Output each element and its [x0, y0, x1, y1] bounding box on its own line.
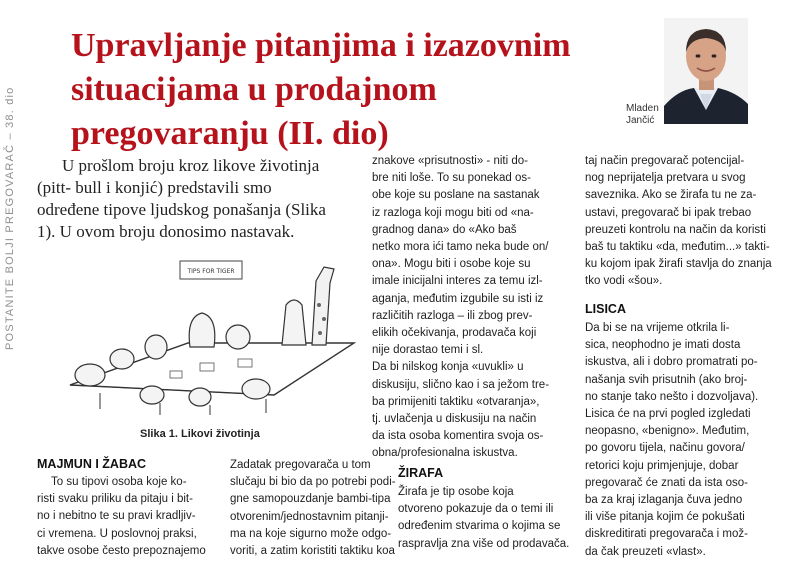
- heading-zirafa: ŽIRAFA: [398, 466, 444, 480]
- text-bambi-tactic: Zadatak pregovarača u tom slučaju bi bio da po potrebi podi- gne samopouzdanje bambi-tipa otvorenim/jednostavnim pitanji- ma na koje sigurno može odgo- voriti, a zatim koristiti taktiku koa: [230, 459, 396, 558]
- heading-majmun-zabac: MAJMUN I ŽABAC: [37, 457, 147, 471]
- author-name: [626, 103, 659, 127]
- article-intro: U prošlom broju kroz likove životinja (pitt- bull i konjić) predstavili smo određene tipove ljudskog ponašanja (Slika 1). U ovom broju donosimo nastavak.: [37, 156, 326, 241]
- figure-sign-text: TIPS FOR TIGER: [187, 268, 235, 275]
- text-lisica: Da bi se na vrijeme otkrila li- sica, neophodno je imati dosta iskustva, ali i dobro promatrati po- našanja svih prisutnih (ako broj- no stanje tako nešto i dozvoljava). Lisica će na prvi pogled izgledati neopasno, «benigno». Međutim, po govoru tijela, načinu govora/ retorici koju primjenjuje, dobar pregovarač će znati da ista oso- ba za kraj izlaganja čuva jedno ili više pitanja kojim će pokušati diskreditirati pregovarača i mož- da čak preuzeti «vlast».: [585, 322, 759, 558]
- author-first-name: Mladen: [626, 103, 659, 114]
- animal-characters-figure: [60, 247, 356, 417]
- author-photo: [664, 18, 748, 124]
- text-column2-top: znakove «prisutnosti» - niti do- bre niti loše. To su ponekad os- obe koje su poslane na sastanak iz razloga koji mogu biti od «na- gradnog dana» do «Ako baš netko mora ići tamo neka bude on/ ona». Mogu biti i osobe koje su imale inicijalni interes za temu izl- aganja, međutim izgubile su isti iz različitih razloga – ili zbog prev- elikih očekivanja, prodavača koji nije dorastao temi i sl. Da bi nilskog konja «uvukli» u diskusiju, slično kao i sa ježom tre- ba primijeniti taktiku «otvaranja», tj. uvlačenja u diskusiju na način da ista osoba komentira svoja os- obna/profesionalna iskustva.: [372, 155, 550, 460]
- article-title: Upravljanje pitanjima i izazovnim situacijama u prodajnom pregovaranju (II. dio): [71, 27, 571, 152]
- magazine-side-label: POSTANITE BOLJI PREGOVARAČ – 38. dio: [4, 86, 16, 350]
- text-column3-top: taj način pregovarač potencijal- nog neprijatelja pretvara u svog saveznika. Ako se žirafa tu ne za- ustavi, pregovarač bi ipak trebao preuzeti kontrolu na način da koristi baš tu taktiku «da, međutim...» takti- ku kojom ipak žirafi stavlja do znanja tko vodi «šou».: [585, 155, 772, 288]
- author-last-name: Jančić: [626, 115, 655, 126]
- text-zirafa: Žirafa je tip osobe koja otvoreno pokazuje da o temi ili određenim stvarima o kojima se raspravlja zna više od prodavača.: [398, 486, 570, 550]
- text-majmun-zabac: To su tipovi osoba koje ko- risti svaku priliku da pitaju i bit- no i nebitno te su pravi kradljiv- ci vremena. U poslovnoj praksi, takve osobe često prepoznajemo: [37, 476, 206, 557]
- heading-lisica: LISICA: [585, 302, 626, 316]
- figure-caption: Slika 1. Likovi životinja: [140, 428, 260, 440]
